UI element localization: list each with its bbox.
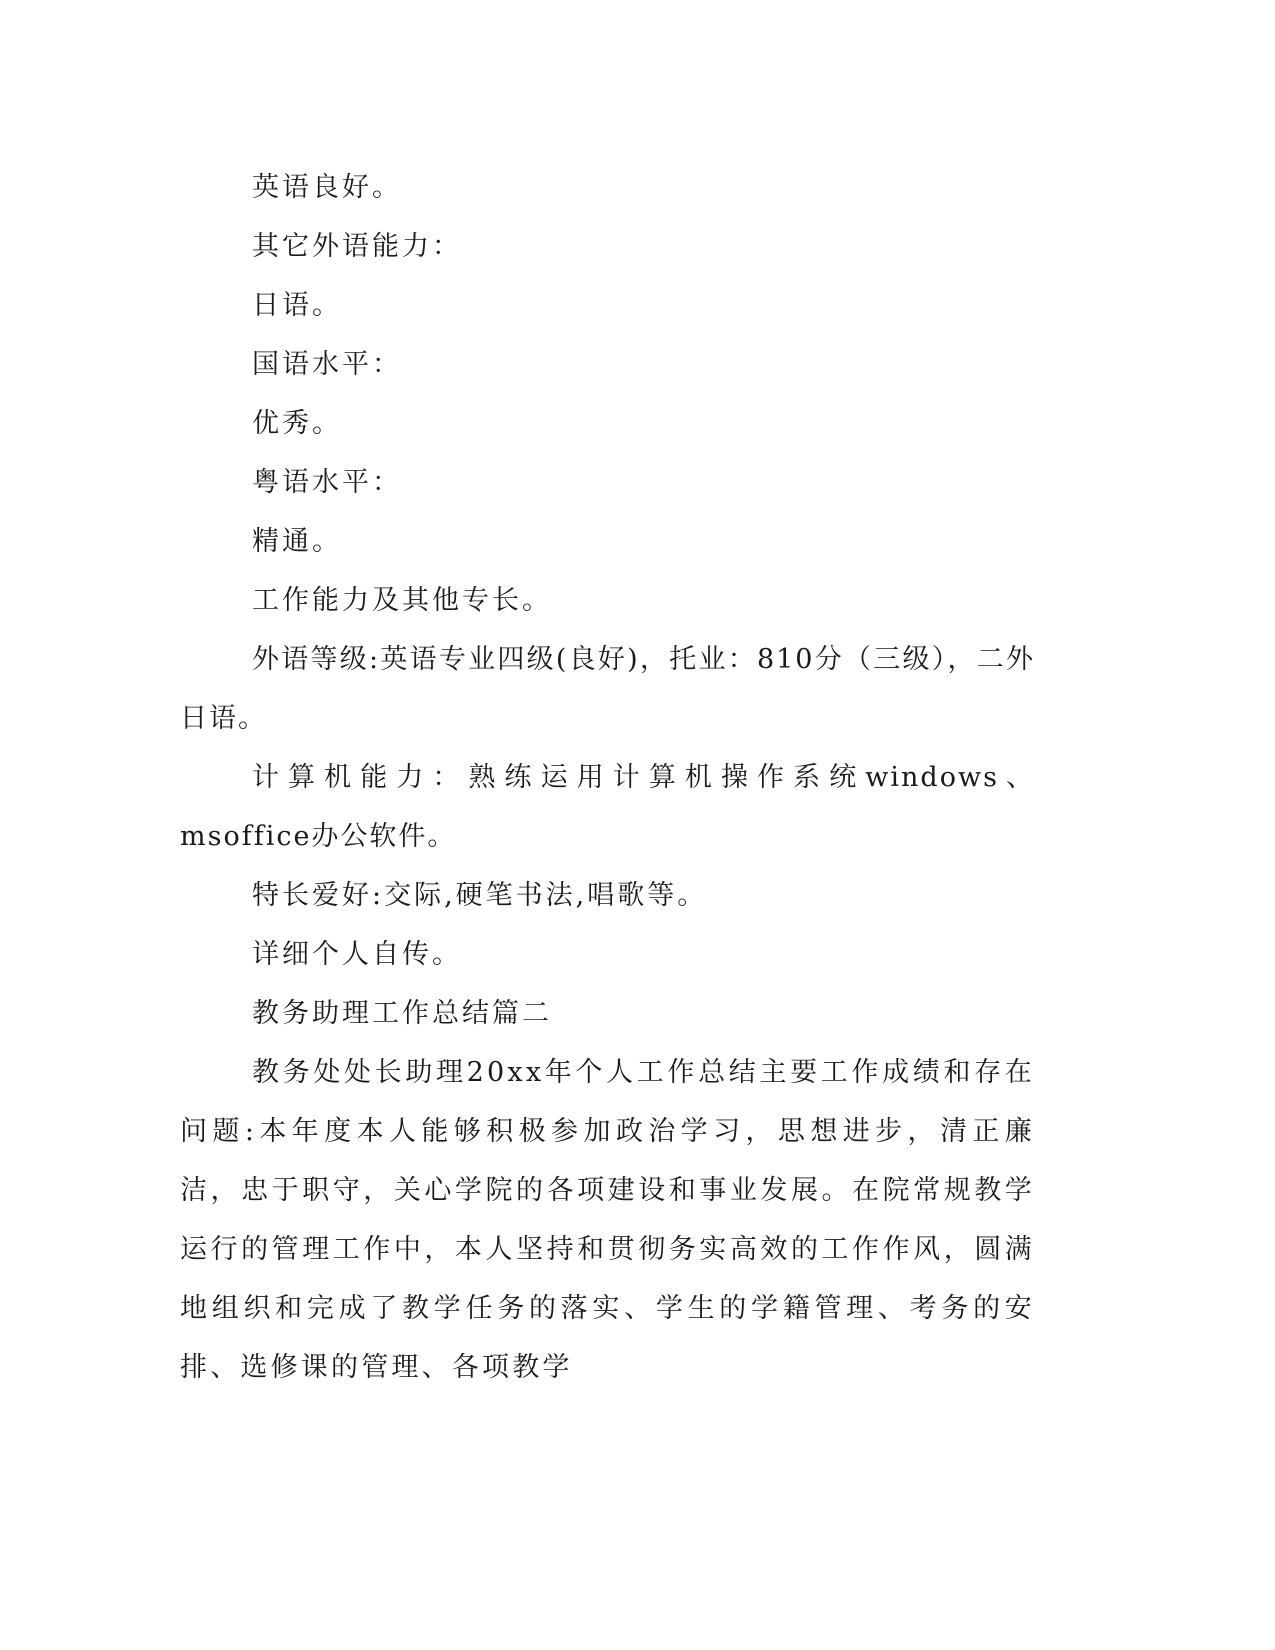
paragraph-mandarin-level: 优秀。 bbox=[252, 408, 342, 439]
paragraph-work-summary: 教务处处长助理20xx年个人工作总结主要工作成绩和存在问题:本年度本人能够积极参加政治学习，思想进步，清正廉洁，忠于职守，关心学院的各项建设和事业发展。在院常规教学运行的管理工作中，本人坚持和贯彻务实高效的工作作风，圆满地组织和完成了教学任务的落实、学生的学籍管理、考务的安排、选修课的管理、各项教学 bbox=[180, 1057, 1035, 1383]
paragraph-work-skills-heading: 工作能力及其他专长。 bbox=[252, 585, 552, 616]
paragraph-mandarin-label: 国语水平： bbox=[252, 349, 402, 380]
paragraph-cantonese-label: 粤语水平： bbox=[252, 467, 402, 498]
paragraph-other-languages-label: 其它外语能力： bbox=[252, 231, 462, 262]
document-body bbox=[180, 158, 1035, 1397]
paragraph-english-level: 英语良好。 bbox=[252, 172, 402, 203]
paragraph-autobiography-heading: 详细个人自传。 bbox=[252, 939, 462, 970]
paragraph-japanese: 日语。 bbox=[252, 290, 342, 321]
paragraph-hobbies: 特长爱好:交际,硬笔书法,唱歌等。 bbox=[252, 880, 708, 911]
paragraph-language-grade: 外语等级:英语专业四级(良好)，托业：810分（三级），二外日语。 bbox=[180, 644, 1035, 734]
paragraph-section-title: 教务助理工作总结篇二 bbox=[252, 998, 552, 1029]
paragraph-computer-skills: 计算机能力：熟练运用计算机操作系统windows、msoffice办公软件。 bbox=[180, 762, 1035, 852]
paragraph-cantonese-level: 精通。 bbox=[252, 526, 342, 557]
